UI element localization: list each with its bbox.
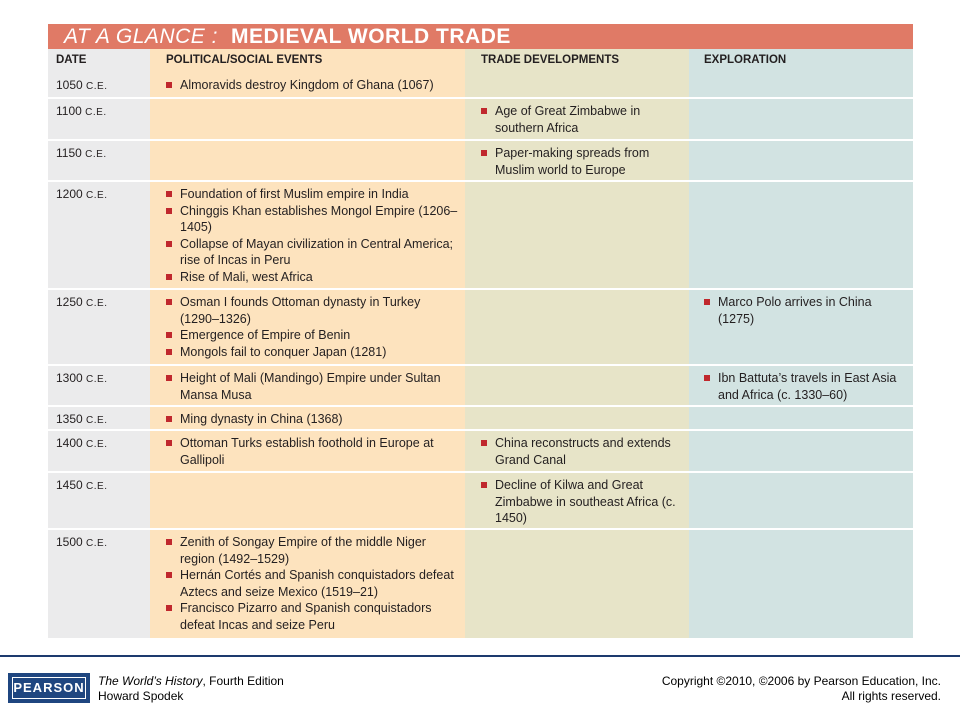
bullet-square-icon bbox=[481, 482, 487, 488]
list-item bbox=[481, 103, 686, 136]
item-text: Hernán Cortés and Spanish conquistadors defeat Aztecs and seize Mexico (1519–21) bbox=[180, 568, 454, 599]
row-divider bbox=[48, 405, 913, 407]
footer-divider bbox=[0, 655, 960, 657]
item-text: Osman I founds Ottoman dynasty in Turkey (1290–1326) bbox=[180, 295, 421, 326]
list-item bbox=[481, 435, 686, 468]
item-text: China reconstructs and extends Grand Canal bbox=[495, 436, 671, 467]
political-cell bbox=[166, 77, 458, 94]
date-year: 1300 bbox=[56, 371, 83, 385]
date-year: 1150 bbox=[56, 146, 82, 160]
bullet-square-icon bbox=[481, 440, 487, 446]
header-political: POLITICAL/SOCIAL EVENTS bbox=[166, 54, 323, 66]
list-item bbox=[481, 477, 686, 527]
date-era: C.E. bbox=[86, 298, 108, 309]
date-era: C.E. bbox=[86, 481, 108, 492]
row-divider bbox=[48, 528, 913, 530]
trade-cell bbox=[481, 435, 686, 468]
pearson-logo-text: PEARSON bbox=[12, 677, 86, 699]
date-era: C.E. bbox=[86, 415, 108, 426]
list-item bbox=[166, 370, 458, 403]
list-item bbox=[166, 567, 458, 600]
list-item bbox=[166, 294, 458, 327]
book-edition: , Fourth Edition bbox=[202, 674, 284, 688]
bullet-square-icon bbox=[166, 375, 172, 381]
bullet-square-icon bbox=[166, 332, 172, 338]
item-text: Mongols fail to conquer Japan (1281) bbox=[180, 344, 387, 359]
bullet-square-icon bbox=[166, 241, 172, 247]
item-text: Rise of Mali, west Africa bbox=[180, 269, 313, 284]
row-divider bbox=[48, 638, 913, 640]
row-date bbox=[56, 478, 108, 492]
row-divider bbox=[48, 97, 913, 99]
date-year: 1500 bbox=[56, 535, 83, 549]
row-divider bbox=[48, 139, 913, 141]
exploration-cell bbox=[704, 294, 909, 327]
list-item bbox=[166, 203, 458, 236]
bullet-square-icon bbox=[166, 299, 172, 305]
trade-column bbox=[465, 49, 689, 639]
date-year: 1450 bbox=[56, 478, 83, 492]
header-exploration: EXPLORATION bbox=[704, 54, 787, 66]
item-text: Height of Mali (Mandingo) Empire under Sultan Mansa Musa bbox=[180, 371, 441, 402]
row-divider bbox=[48, 180, 913, 182]
row-divider bbox=[48, 429, 913, 431]
list-item bbox=[166, 186, 458, 203]
list-item bbox=[166, 327, 458, 344]
bullet-square-icon bbox=[704, 375, 710, 381]
date-column bbox=[48, 49, 150, 639]
exploration-column bbox=[689, 49, 913, 639]
exploration-cell bbox=[704, 370, 909, 403]
date-era: C.E. bbox=[86, 374, 108, 385]
bullet-square-icon bbox=[166, 440, 172, 446]
row-date bbox=[56, 412, 108, 426]
bullet-square-icon bbox=[166, 191, 172, 197]
political-cell bbox=[166, 186, 458, 285]
bullet-square-icon bbox=[704, 299, 710, 305]
list-item bbox=[704, 370, 909, 403]
list-item bbox=[166, 269, 458, 286]
date-era: C.E. bbox=[85, 107, 107, 118]
header-date: DATE bbox=[56, 54, 87, 66]
row-date bbox=[56, 104, 107, 118]
list-item bbox=[166, 534, 458, 567]
book-citation bbox=[98, 674, 284, 704]
date-year: 1200 bbox=[56, 187, 83, 201]
political-cell bbox=[166, 370, 458, 403]
political-cell bbox=[166, 411, 458, 428]
date-year: 1100 bbox=[56, 104, 82, 118]
item-text: Ottoman Turks establish foothold in Europe at Gallipoli bbox=[180, 436, 434, 467]
item-text: Marco Polo arrives in China (1275) bbox=[718, 295, 872, 326]
bullet-square-icon bbox=[481, 150, 487, 156]
item-text: Francisco Pizarro and Spanish conquistadors defeat Incas and seize Peru bbox=[180, 601, 432, 632]
bullet-square-icon bbox=[481, 108, 487, 114]
item-text: Almoravids destroy Kingdom of Ghana (1067) bbox=[180, 78, 434, 92]
row-date bbox=[56, 535, 108, 549]
date-year: 1050 bbox=[56, 78, 83, 92]
table-title-bar bbox=[48, 24, 913, 49]
book-title: The World’s History bbox=[98, 674, 203, 688]
item-text: Decline of Kilwa and Great Zimbabwe in southeast Africa (c. 1450) bbox=[495, 478, 676, 525]
trade-cell bbox=[481, 103, 686, 136]
trade-cell bbox=[481, 145, 686, 178]
item-text: Age of Great Zimbabwe in southern Africa bbox=[495, 104, 641, 135]
bullet-square-icon bbox=[166, 349, 172, 355]
political-cell bbox=[166, 294, 458, 360]
item-text: Ibn Battuta’s travels in East Asia and Africa (c. 1330–60) bbox=[718, 371, 897, 402]
list-item bbox=[166, 435, 458, 468]
at-a-glance-table bbox=[48, 24, 913, 639]
row-divider bbox=[48, 471, 913, 473]
bullet-square-icon bbox=[166, 82, 172, 88]
political-cell bbox=[166, 435, 458, 468]
date-era: C.E. bbox=[86, 81, 108, 92]
row-date bbox=[56, 436, 108, 450]
row-date bbox=[56, 187, 108, 201]
bullet-square-icon bbox=[166, 274, 172, 280]
row-date bbox=[56, 78, 108, 92]
list-item bbox=[166, 77, 458, 94]
date-era: C.E. bbox=[86, 190, 108, 201]
list-item bbox=[166, 344, 458, 361]
political-cell bbox=[166, 534, 458, 633]
date-year: 1350 bbox=[56, 412, 83, 426]
bullet-square-icon bbox=[166, 539, 172, 545]
bullet-square-icon bbox=[166, 416, 172, 422]
item-text: Collapse of Mayan civilization in Central America; rise of Incas in Peru bbox=[180, 236, 454, 267]
row-divider bbox=[48, 364, 913, 366]
date-year: 1250 bbox=[56, 295, 83, 309]
date-year: 1400 bbox=[56, 436, 83, 450]
item-text: Foundation of first Muslim empire in India bbox=[180, 187, 409, 201]
bullet-square-icon bbox=[166, 605, 172, 611]
row-date bbox=[56, 295, 108, 309]
item-text: Zenith of Songay Empire of the middle Niger region (1492–1529) bbox=[180, 535, 426, 566]
item-text: Emergence of Empire of Benin bbox=[180, 328, 351, 342]
bullet-square-icon bbox=[166, 208, 172, 214]
item-text: Paper-making spreads from Muslim world to Europe bbox=[495, 146, 650, 177]
trade-cell bbox=[481, 477, 686, 527]
item-text: Chinggis Khan establishes Mongol Empire (1206–1405) bbox=[180, 203, 458, 234]
copyright-notice bbox=[662, 674, 941, 704]
rights-text: All rights reserved. bbox=[841, 689, 941, 703]
list-item bbox=[166, 411, 458, 428]
list-item bbox=[166, 600, 458, 633]
book-author: Howard Spodek bbox=[98, 689, 184, 703]
header-trade: TRADE DEVELOPMENTS bbox=[481, 54, 620, 66]
title-prefix: AT A GLANCE : bbox=[64, 25, 218, 48]
date-era: C.E. bbox=[86, 538, 108, 549]
date-era: C.E. bbox=[86, 439, 108, 450]
copyright-text: Copyright ©2010, ©2006 by Pearson Education, Inc. bbox=[661, 674, 941, 688]
row-date bbox=[56, 146, 107, 160]
row-divider bbox=[48, 288, 913, 290]
table-title: MEDIEVAL WORLD TRADE bbox=[231, 25, 511, 48]
bullet-square-icon bbox=[166, 572, 172, 578]
list-item bbox=[481, 145, 686, 178]
row-date bbox=[56, 371, 108, 385]
pearson-logo bbox=[8, 673, 90, 703]
list-item bbox=[166, 236, 458, 269]
list-item bbox=[704, 294, 909, 327]
item-text: Ming dynasty in China (1368) bbox=[180, 412, 343, 426]
date-era: C.E. bbox=[85, 149, 107, 160]
